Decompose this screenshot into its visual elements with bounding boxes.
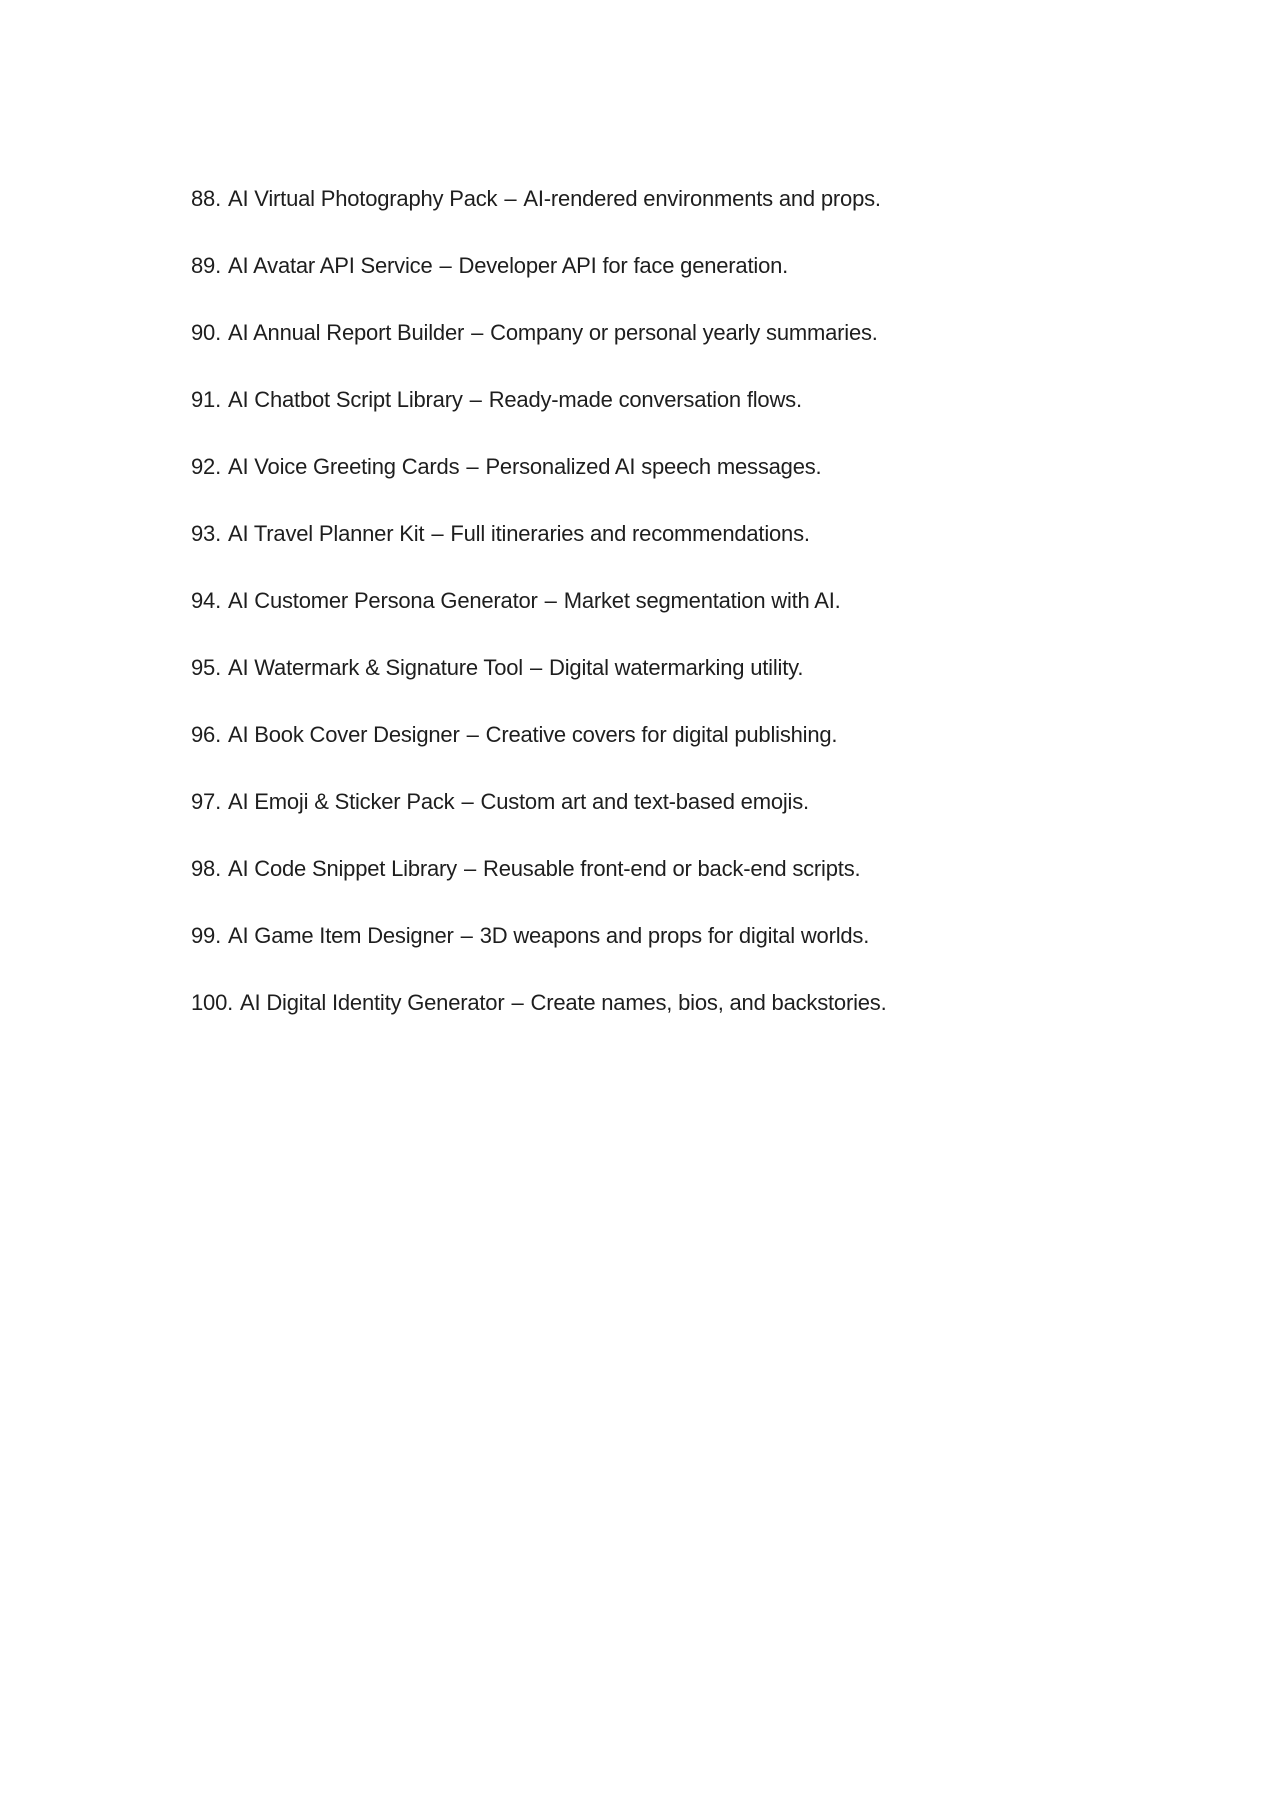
list-item <box>191 654 1239 682</box>
item-number: 100. <box>191 990 234 1015</box>
item-name: AI Voice Greeting Cards <box>227 454 460 479</box>
list-item <box>191 788 1239 816</box>
item-separator: – <box>461 789 474 814</box>
item-description: Ready-made conversation flows. <box>488 387 802 412</box>
list-item <box>191 587 1239 615</box>
item-name: AI Book Cover Designer <box>227 722 460 747</box>
item-separator: – <box>460 923 473 948</box>
item-description: 3D weapons and props for digital worlds. <box>479 923 870 948</box>
item-number: 88. <box>191 186 221 211</box>
item-number: 95. <box>191 655 221 680</box>
item-name: AI Chatbot Script Library <box>227 387 463 412</box>
item-number: 92. <box>191 454 221 479</box>
item-separator: – <box>466 722 479 747</box>
item-number: 97. <box>191 789 221 814</box>
list-item <box>191 386 1239 414</box>
item-name: AI Code Snippet Library <box>227 856 457 881</box>
item-description: AI-rendered environments and props. <box>523 186 881 211</box>
item-separator: – <box>471 320 484 345</box>
item-number: 98. <box>191 856 221 881</box>
list-item <box>191 185 1239 213</box>
item-number: 99. <box>191 923 221 948</box>
item-description: Company or personal yearly summaries. <box>490 320 878 345</box>
item-number: 89. <box>191 253 221 278</box>
item-name: AI Annual Report Builder <box>227 320 465 345</box>
item-description: Full itineraries and recommendations. <box>450 521 810 546</box>
item-description: Create names, bios, and backstories. <box>530 990 887 1015</box>
item-separator: – <box>469 387 482 412</box>
item-description: Developer API for face generation. <box>458 253 789 278</box>
item-description: Reusable front-end or back-end scripts. <box>483 856 861 881</box>
item-separator: – <box>439 253 452 278</box>
item-separator: – <box>511 990 524 1015</box>
list-item <box>191 721 1239 749</box>
item-number: 94. <box>191 588 221 613</box>
item-number: 93. <box>191 521 221 546</box>
item-name: AI Customer Persona Generator <box>227 588 538 613</box>
item-description: Custom art and text-based emojis. <box>480 789 809 814</box>
item-number: 96. <box>191 722 221 747</box>
item-description: Market segmentation with AI. <box>563 588 841 613</box>
item-separator: – <box>431 521 444 546</box>
list-item <box>191 453 1239 481</box>
item-name: AI Digital Identity Generator <box>240 990 505 1015</box>
item-number: 91. <box>191 387 221 412</box>
list-item <box>191 922 1239 950</box>
item-name: AI Game Item Designer <box>227 923 454 948</box>
item-separator: – <box>466 454 479 479</box>
item-separator: – <box>529 655 543 680</box>
item-number: 90. <box>191 320 221 345</box>
item-separator: – <box>544 588 557 613</box>
item-separator: – <box>463 856 477 881</box>
item-description: Digital watermarking utility. <box>549 655 804 680</box>
list-item <box>191 989 1239 1017</box>
item-name: AI Watermark & Signature Tool <box>227 655 523 680</box>
list-item <box>191 319 1239 347</box>
idea-list <box>191 185 1239 1056</box>
list-item <box>191 520 1239 548</box>
list-item <box>191 252 1239 280</box>
item-name: AI Travel Planner Kit <box>227 521 425 546</box>
list-item <box>191 855 1239 883</box>
item-name: AI Virtual Photography Pack <box>227 186 498 211</box>
item-description: Personalized AI speech messages. <box>485 454 822 479</box>
item-separator: – <box>504 186 517 211</box>
item-name: AI Avatar API Service <box>227 253 433 278</box>
item-name: AI Emoji & Sticker Pack <box>227 789 455 814</box>
item-description: Creative covers for digital publishing. <box>485 722 838 747</box>
